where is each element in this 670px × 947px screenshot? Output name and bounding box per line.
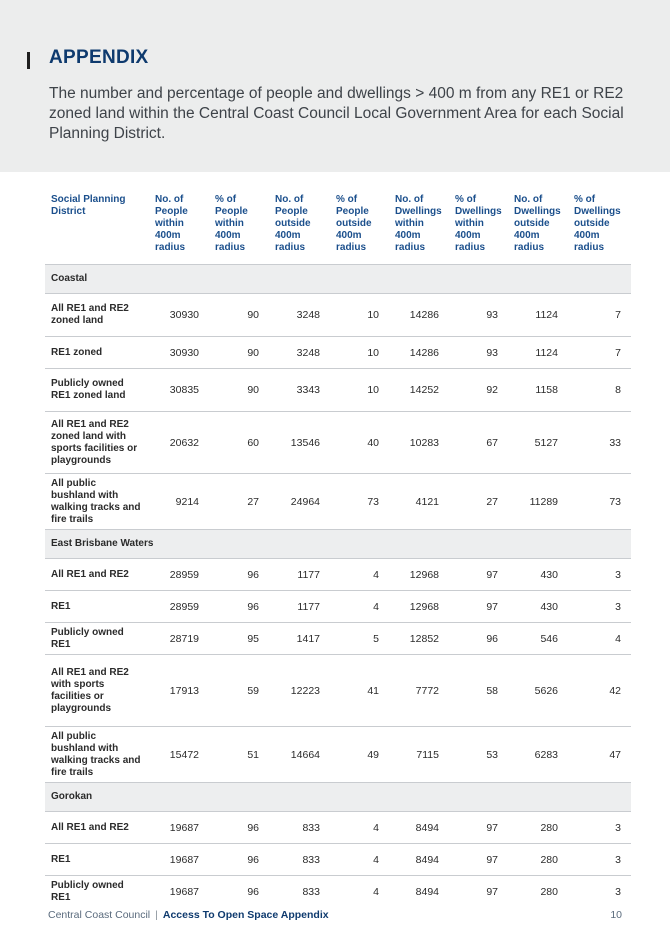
- table-cell: 30930: [149, 337, 209, 369]
- column-header-district: Social Planning District: [51, 194, 126, 217]
- column-header: % of Dwellings within 400m radius: [455, 194, 502, 253]
- table-cell: 15472: [149, 727, 209, 783]
- table-cell: 73: [568, 474, 631, 530]
- row-label: RE1 zoned: [45, 337, 149, 369]
- table-row: [45, 812, 631, 844]
- table-cell: 5626: [508, 655, 568, 727]
- table-cell: 4: [330, 559, 389, 591]
- table-cell: 280: [508, 844, 568, 876]
- table-cell: 97: [449, 844, 508, 876]
- column-header: No. of People within 400m radius: [155, 194, 188, 253]
- table-cell: 14252: [389, 369, 449, 412]
- row-label: All public bushland with walking tracks and fire trails: [45, 474, 149, 530]
- table-cell: 96: [209, 844, 269, 876]
- row-label: RE1: [45, 591, 149, 623]
- table-cell: 28959: [149, 559, 209, 591]
- table-row: [45, 591, 631, 623]
- table-cell: 4: [330, 876, 389, 908]
- table-header-row: [45, 190, 631, 265]
- table-cell: 9214: [149, 474, 209, 530]
- table-cell: 97: [449, 591, 508, 623]
- table-cell: 28959: [149, 591, 209, 623]
- table-cell: 19687: [149, 876, 209, 908]
- table-cell: 40: [330, 412, 389, 474]
- page-number: 10: [610, 909, 622, 921]
- row-label: Publicly owned RE1: [45, 623, 149, 655]
- row-label: All RE1 and RE2: [45, 559, 149, 591]
- table-cell: 10: [330, 337, 389, 369]
- table-cell: 51: [209, 727, 269, 783]
- table-cell: 14286: [389, 337, 449, 369]
- table-row: [45, 294, 631, 337]
- table-row: [45, 876, 631, 908]
- table-cell: 27: [449, 474, 508, 530]
- table-cell: 14286: [389, 294, 449, 337]
- table-cell: 12852: [389, 623, 449, 655]
- table-row: [45, 655, 631, 727]
- table-cell: 6283: [508, 727, 568, 783]
- section-title: Coastal: [45, 265, 631, 294]
- table-cell: 12968: [389, 559, 449, 591]
- table-cell: 30835: [149, 369, 209, 412]
- table-cell: 47: [568, 727, 631, 783]
- table-cell: 3: [568, 559, 631, 591]
- table-cell: 8494: [389, 876, 449, 908]
- table-cell: 1417: [269, 623, 330, 655]
- page-title: APPENDIX: [49, 47, 149, 68]
- table-cell: 73: [330, 474, 389, 530]
- table-cell: 97: [449, 559, 508, 591]
- table-cell: 24964: [269, 474, 330, 530]
- table-cell: 30930: [149, 294, 209, 337]
- section-title: East Brisbane Waters: [45, 530, 631, 559]
- column-header: % of People outside 400m radius: [336, 194, 372, 253]
- table-cell: 33: [568, 412, 631, 474]
- table-cell: 1158: [508, 369, 568, 412]
- section-row: [45, 530, 631, 559]
- table-cell: 7: [568, 294, 631, 337]
- table-cell: 19687: [149, 844, 209, 876]
- table-row: [45, 727, 631, 783]
- table-cell: 97: [449, 812, 508, 844]
- table-cell: 7115: [389, 727, 449, 783]
- row-label: All RE1 and RE2 zoned land with sports facilities or playgrounds: [45, 412, 149, 474]
- table-cell: 833: [269, 876, 330, 908]
- table-cell: 93: [449, 337, 508, 369]
- table-cell: 8494: [389, 812, 449, 844]
- table-cell: 60: [209, 412, 269, 474]
- column-header: No. of Dwellings outside 400m radius: [514, 194, 561, 253]
- table-cell: 1124: [508, 294, 568, 337]
- footer-separator: |: [155, 909, 158, 921]
- table-cell: 10: [330, 294, 389, 337]
- row-label: All public bushland with walking tracks and fire trails: [45, 727, 149, 783]
- table-cell: 7: [568, 337, 631, 369]
- row-label: Publicly owned RE1: [45, 876, 149, 908]
- table-cell: 41: [330, 655, 389, 727]
- table-cell: 3: [568, 876, 631, 908]
- row-label: RE1: [45, 844, 149, 876]
- table-cell: 280: [508, 812, 568, 844]
- row-label: All RE1 and RE2 with sports facilities or playgrounds: [45, 655, 149, 727]
- column-header: No. of People outside 400m radius: [275, 194, 311, 253]
- table-cell: 90: [209, 369, 269, 412]
- table-cell: 546: [508, 623, 568, 655]
- table-cell: 96: [209, 559, 269, 591]
- table-cell: 42: [568, 655, 631, 727]
- table-cell: 3: [568, 591, 631, 623]
- appendix-table: [45, 190, 631, 908]
- table-cell: 280: [508, 876, 568, 908]
- column-header: % of Dwellings outside 400m radius: [574, 194, 621, 253]
- title-accent-bar: [27, 52, 30, 69]
- footer: [48, 909, 329, 921]
- table-cell: 13546: [269, 412, 330, 474]
- row-label: All RE1 and RE2: [45, 812, 149, 844]
- table-cell: 97: [449, 876, 508, 908]
- table-cell: 10283: [389, 412, 449, 474]
- table-cell: 67: [449, 412, 508, 474]
- table-row: [45, 474, 631, 530]
- table-cell: 7772: [389, 655, 449, 727]
- table-cell: 3248: [269, 337, 330, 369]
- table-cell: 28719: [149, 623, 209, 655]
- table-cell: 3: [568, 844, 631, 876]
- table-cell: 53: [449, 727, 508, 783]
- section-row: [45, 783, 631, 812]
- table-cell: 1177: [269, 559, 330, 591]
- table-cell: 5: [330, 623, 389, 655]
- column-header: % of People within 400m radius: [215, 194, 248, 253]
- table-cell: 90: [209, 337, 269, 369]
- table-cell: 58: [449, 655, 508, 727]
- table-cell: 1177: [269, 591, 330, 623]
- table-cell: 3: [568, 812, 631, 844]
- table-cell: 4121: [389, 474, 449, 530]
- table-row: [45, 369, 631, 412]
- table-cell: 5127: [508, 412, 568, 474]
- table-cell: 12223: [269, 655, 330, 727]
- table-cell: 3343: [269, 369, 330, 412]
- table-body: [45, 265, 631, 908]
- table-cell: 10: [330, 369, 389, 412]
- table-cell: 430: [508, 559, 568, 591]
- table-cell: 3248: [269, 294, 330, 337]
- table-cell: 430: [508, 591, 568, 623]
- table-cell: 17913: [149, 655, 209, 727]
- table-cell: 19687: [149, 812, 209, 844]
- table-cell: 93: [449, 294, 508, 337]
- table-cell: 95: [209, 623, 269, 655]
- table-row: [45, 844, 631, 876]
- table-cell: 14664: [269, 727, 330, 783]
- table-cell: 96: [209, 876, 269, 908]
- table-cell: 11289: [508, 474, 568, 530]
- table-cell: 12968: [389, 591, 449, 623]
- table-cell: 4: [330, 812, 389, 844]
- table-cell: 96: [209, 591, 269, 623]
- section-row: [45, 265, 631, 294]
- page-subtitle: The number and percentage of people and dwellings > 400 m from any RE1 or RE2 zoned land within the Central Coast Council Local Government Area for each Social Planning District.: [49, 85, 624, 142]
- table-cell: 4: [330, 844, 389, 876]
- table-cell: 96: [209, 812, 269, 844]
- table-cell: 90: [209, 294, 269, 337]
- footer-org: Central Coast Council: [48, 909, 151, 921]
- table-row: [45, 559, 631, 591]
- column-header: No. of Dwellings within 400m radius: [395, 194, 442, 253]
- table-row: [45, 412, 631, 474]
- table-cell: 8: [568, 369, 631, 412]
- table-cell: 4: [330, 591, 389, 623]
- section-title: Gorokan: [45, 783, 631, 812]
- table-cell: 20632: [149, 412, 209, 474]
- table-cell: 833: [269, 844, 330, 876]
- table-cell: 96: [449, 623, 508, 655]
- table-cell: 27: [209, 474, 269, 530]
- table-row: [45, 623, 631, 655]
- footer-document-title: Access To Open Space Appendix: [162, 909, 329, 921]
- table-cell: 92: [449, 369, 508, 412]
- table-cell: 4: [568, 623, 631, 655]
- table-cell: 1124: [508, 337, 568, 369]
- table-row: [45, 337, 631, 369]
- table-cell: 833: [269, 812, 330, 844]
- row-label: All RE1 and RE2 zoned land: [45, 294, 149, 337]
- table-cell: 8494: [389, 844, 449, 876]
- row-label: Publicly owned RE1 zoned land: [45, 369, 149, 412]
- table-cell: 59: [209, 655, 269, 727]
- table-cell: 49: [330, 727, 389, 783]
